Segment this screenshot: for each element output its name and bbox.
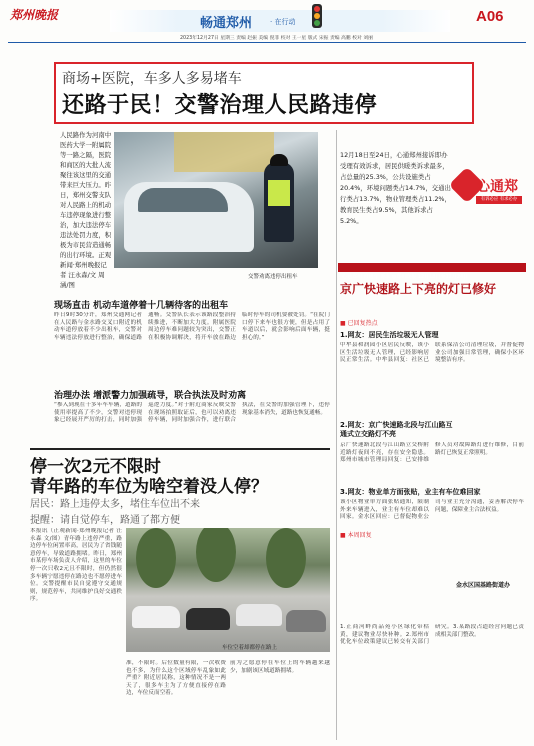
story2-photo bbox=[126, 528, 330, 652]
header-rule bbox=[8, 42, 526, 43]
page-number bbox=[476, 8, 504, 25]
brief-section-1: ■ 已回复热点 bbox=[340, 320, 378, 327]
brief-question-3: 3.网友：物业单方面张贴，业主有车位难回家 bbox=[340, 488, 481, 496]
lead-body-2: “参入到现在干多年车车辆，道路的使用率提高了不少，交警对违停现象已经展开严厉的打击，同时加强巡逻力度。”对于附近商家反映交警在现场拍照取证后，也可以劝离违停车辆，同时加强合作，进行联合执法，在交警的加强管理下，违停现象基本消失，道路也恢复通畅。 bbox=[54, 402, 330, 424]
lead-photo-caption: 交警劝离违停出租车 bbox=[248, 274, 298, 280]
section-subtitle: · 在行动 bbox=[270, 18, 296, 26]
story2-photo-caption: 车位空着却都停在路上 bbox=[222, 645, 278, 651]
story2-deck-2: 提醒：请自觉停车，路通了都方便 bbox=[30, 515, 180, 526]
logo-word: 心通郑 bbox=[476, 179, 518, 195]
column-divider bbox=[336, 130, 337, 740]
story2-body: 本报讯（正观新闻·郑州晚报记者 汪永森 文/图）青年路上违停严重，路边停车位闲置率高，居民为了省钱随意停车，导致道路拥堵。昨日，郑州市某停车场负责人介绍，这里的车位停一次只收2元且不限时，但仍然很多车辆宁愿违停在路边也不愿停进车位。交警提醒市民自觉遵守交通规则，规范停车，共同维护良好交通秩序。 bbox=[30, 528, 122, 603]
xintong-logo bbox=[454, 172, 526, 216]
brief-replies: 1.正商河畔尚品苑小区绿化带枯黄，建议物业尽快补种。2.郑州市优化车位政策建议已转交有关部门研究。3.某路段占道经营问题已责成相关部门整改。 bbox=[340, 624, 524, 646]
newspaper-logo: 郑州晚报 bbox=[10, 8, 59, 22]
lead-headline: 还路于民！交警治理人民路违停 bbox=[62, 92, 378, 118]
brief-answer-3: 该小区物业单方面张贴通知，限制外来车辆进入，业主有车位却难以回家。金水区回应：已督促物业公司与业主充分沟通，妥善解决停车问题，保障业主合法权益。 bbox=[340, 499, 524, 521]
brief-org: 金水区国基路街道办 bbox=[456, 582, 511, 589]
story2-headline-1: 停一次2元不限时 bbox=[30, 457, 161, 477]
brief-question-1: 1.网友：居民生活垃圾无人管理 bbox=[340, 331, 439, 339]
story2-body-col3: 前为之愿意停在车位上的车辆越来越少，加剧该区域道路拥堵。 bbox=[230, 660, 330, 674]
brief-answer-2: 京广快速路北段与江山路立交桥附近路灯夜间不亮，存在安全隐患。郑州市城市管理局回复：已安排维修人员对故障路灯进行维修，目前路灯已恢复正常照明。 bbox=[340, 442, 524, 464]
page-number-text: A06 bbox=[476, 8, 504, 25]
story2-rule bbox=[30, 448, 330, 450]
lead-subhead-1: 现场直击 机动车道停着十几辆待客的出租车 bbox=[54, 301, 229, 311]
brief-answer-1: 中牟县和润园小区居民反映，该小区生活垃圾无人管理，已经影响居民正常生活。中牟县回复：社区已联系保洁公司清理垃圾，并督促物业公司加强日常管理，确保小区环境整洁有序。 bbox=[340, 342, 524, 364]
story2-deck-1: 居民：路上违停太多，堵住车位出不来 bbox=[30, 499, 200, 510]
brief-red-bar bbox=[338, 263, 526, 280]
lead-kicker: 商场+医院，车多人多易堵车 bbox=[62, 71, 242, 87]
lead-photo bbox=[114, 132, 318, 268]
brief-stats: 12月18日至24日，心通郑州接诉即办受理有效诉求，居民供暖类诉求最多，占总量的25.3%，公共设施类占20.4%，环境问题类占14.7%，交通出行类占13.7%，物业管理类占11.2%，教育民生类占9.5%，其他诉求占5.2%。 bbox=[340, 151, 451, 225]
lead-intro: 人民路作为河南中医药大学一附属院等一路之隔，医院和商区的大批人流聚往该这里的交通带来巨大压力。昨日，郑州交警支队对人民路上的机动车违停现象进行整治，加大违法停车违法处罚力度，积极为市民营造通畅的出行环境。正观新闻·郑州晚报记者 汪永森/文 周涵/图 bbox=[60, 131, 112, 289]
logo-tag: 有诉必应 有求必办 bbox=[476, 196, 522, 204]
brief-headline: 京广快速路上下亮的灯已修好 bbox=[340, 282, 497, 296]
story2-headline-2: 青年路的车位为啥空着没人停？ bbox=[30, 477, 268, 497]
section-title: 畅通郑州 bbox=[200, 15, 253, 30]
lead-subhead-2: 治理办法 增派警力加强疏导，联合执法及时劝离 bbox=[54, 391, 247, 401]
story2-body-col2: 准，不限时。后位数量有限，一次收费也不多，为什么这个区域停车乱象如此严重？附近居民称，这种情况不是一两天了，很多车主为了方便直接停在路边，车位反而空着。 bbox=[126, 660, 226, 697]
dateline: 2023年12月27日 星期三 责编 赵振 美编 倪菲 校对 王一星 版式 宋振 责编 高鹏 校对 刘丽 bbox=[180, 36, 373, 41]
red-bar-text: 心通郑州 直通车 诉求 ◎郑州晚报 12月18日至12月24日 bbox=[342, 274, 469, 280]
brief-question-2: 2.网友：京广快速路北段与江山路互通式立交路灯不亮 bbox=[340, 421, 453, 438]
brief-section-2: ■ 本周回复 bbox=[340, 532, 372, 539]
traffic-light-icon bbox=[312, 4, 322, 28]
lead-body-1: 昨日9时30分许，郑州交通网记者在人民路与金水路交叉口附近的机动车道停放着不少出租车，交警对车辆违法停放进行整治，确保道路通畅。交警队长表示该路段整治持续推进，不断加大力度。附属医院周边停车难问题较为突出，交警正在积极协调解决，将开车放在路边临时停车的司机要被处罚。“在院门口停下来车也很方便，但是占用了车道以后，就会影响后面车辆，挺担心的。” bbox=[54, 312, 330, 341]
